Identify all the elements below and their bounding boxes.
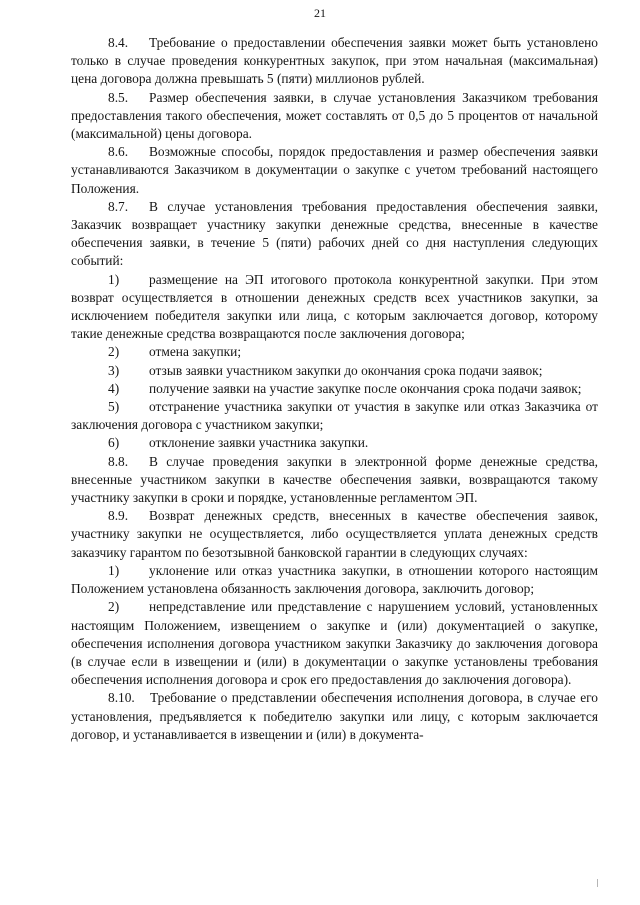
list-item-8-7-2 (71, 343, 598, 361)
paragraph-text: Требование о представлении обеспечения исполнения договора, в случае его установления, предъявляется к победителю закупки или лицу, с которым заключается договор, и устанавливается в извещении и (или) в документа- (71, 690, 598, 742)
list-item-text: получение заявки на участие закупке после окончания срока подачи заявок; (149, 380, 582, 396)
paragraph-text: В случае установления требования предоставления обеспечения заявки, Заказчик возвращает участнику закупки денежные средства, внесенные в качестве обеспечения заявки, в течение 5 (пяти) рабочих дней со дня наступления следующих событий: (71, 198, 598, 269)
paragraph-8-7 (71, 198, 598, 271)
list-item-8-9-2 (71, 598, 598, 689)
paragraph-number: 8.10. (108, 690, 135, 706)
list-item-text: размещение на ЭП итогового протокола конкурентной закупки. При этом возврат осуществляется в отношении денежных средств всех участников закупки, за исключением победителя закупки или лица, с которым заключается договор, которому такие денежные средства возвращаются после заключения договора; (71, 271, 598, 342)
list-item-8-7-4 (71, 380, 598, 398)
list-item-8-9-1 (71, 562, 598, 598)
list-item-number: 2) (108, 599, 120, 615)
scan-mark (597, 879, 598, 887)
list-item-text: непредставление или представление с нарушением условий, установленных настоящим Положением, извещением о закупке и (или) документацией о закупке, обеспечения исполнения договора участником закупки Заказчику до заключения договора (в случае если в извещении и (или) в документации о закупке установлены требования обеспечения исполнения договора и срок его предоставления до заключения договора). (71, 599, 598, 688)
list-item-8-7-1 (71, 271, 598, 344)
list-item-text: отклонение заявки участника закупки. (149, 435, 369, 451)
list-item-number: 1) (108, 562, 120, 578)
paragraph-number: 8.5. (108, 89, 129, 105)
list-item-text: отзыв заявки участником закупки до окончания срока подачи заявок; (149, 362, 543, 378)
list-item-number: 1) (108, 271, 120, 287)
paragraph-8-8 (71, 453, 598, 508)
paragraph-8-6 (71, 143, 598, 198)
paragraph-number: 8.6. (108, 144, 129, 160)
paragraph-number: 8.8. (108, 453, 129, 469)
list-item-number: 2) (108, 344, 120, 360)
page-number: 21 (314, 6, 326, 20)
paragraph-text: Возможные способы, порядок предоставления и размер обеспечения заявки устанавливаются Заказчиком в документации о закупке с учетом требований настоящего Положения. (71, 144, 598, 196)
list-item-8-7-3 (71, 362, 598, 380)
paragraph-8-4 (71, 34, 598, 89)
document-body (71, 34, 598, 744)
paragraph-text: В случае проведения закупки в электронной форме денежные средства, внесенные участником закупки в качестве обеспечения заявки, возвращаются такому участнику закупки в сроки и порядке, установленные регламентом ЭП. (71, 453, 598, 506)
paragraph-number: 8.9. (108, 508, 129, 524)
paragraph-text: Требование о предоставлении обеспечения заявки может быть установлено только в случае проведения конкурентных закупок, при этом начальная (максимальная) цена договора должна превышать 5 (пяти) миллионов рублей. (71, 35, 598, 87)
list-item-number: 4) (108, 380, 120, 396)
list-item-8-7-6 (71, 434, 598, 452)
paragraph-text: Возврат денежных средств, внесенных в качестве обеспечения заявок, участнику закупки не осуществляется, либо осуществляется уплата денежных средств заказчику гарантом по безотзывной банковской гарантии в следующих случаях: (71, 508, 598, 560)
paragraph-text: Размер обеспечения заявки, в случае установления Заказчиком требования предоставления такого обеспечения, может составлять от 0,5 до 5 процентов от начальной (максимальной) цены договора. (71, 89, 598, 142)
list-item-number: 3) (108, 362, 120, 378)
list-item-number: 6) (108, 435, 120, 451)
paragraph-8-10 (71, 689, 598, 744)
list-item-text: отмена закупки; (149, 344, 242, 360)
list-item-text: отстранение участника закупки от участия в закупке или отказ Заказчика от заключения договора с участником закупки; (71, 399, 598, 433)
paragraph-number: 8.7. (108, 198, 129, 214)
paragraph-8-5 (71, 89, 598, 144)
list-item-text: уклонение или отказ участника закупки, в отношении которого настоящим Положением установлена обязанность заключения договора, заключить договор; (71, 562, 598, 597)
paragraph-8-9 (71, 507, 598, 562)
list-item-8-7-5 (71, 398, 598, 434)
paragraph-number: 8.4. (108, 35, 129, 50)
list-item-number: 5) (108, 399, 120, 415)
